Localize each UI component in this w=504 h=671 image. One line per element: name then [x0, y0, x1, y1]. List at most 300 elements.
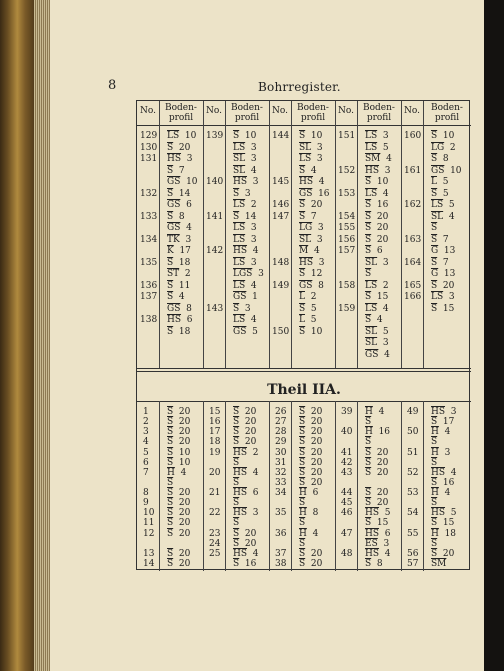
- row-number: 30: [275, 447, 287, 458]
- row-number: 130: [140, 142, 158, 153]
- row-number: 57: [407, 558, 419, 569]
- row-number: 38: [275, 558, 287, 569]
- profile-entry: $\overline{HS}$ 3: [233, 177, 259, 187]
- profile-entry: $\overline{SM}$ 4: [365, 154, 392, 164]
- row-number: 140: [206, 177, 224, 187]
- no-divider: [159, 401, 160, 571]
- profile-entry: $\overline{SL}$ 4: [431, 211, 455, 222]
- column-divider: [203, 101, 204, 368]
- row-number: 26: [275, 407, 287, 417]
- row-number: 53: [407, 488, 419, 498]
- profile-entry: $\overline{HS}$ 4: [431, 467, 457, 478]
- header-profile: Boden- profil: [165, 103, 197, 123]
- row-number: 136: [140, 280, 158, 291]
- profile-entry: $\overline{H}$ 18: [431, 528, 457, 539]
- profile-entry: $\overline{S}$ 8: [365, 558, 383, 569]
- row-number: 135: [140, 257, 158, 268]
- row-number: 162: [404, 200, 422, 210]
- page-edges: [34, 0, 50, 671]
- row-number: 8: [143, 488, 149, 498]
- row-number: 165: [404, 280, 422, 291]
- profile-entry: $\overline{S}$ 20: [299, 447, 323, 458]
- profile-entry: $\overline{GS}$ 6: [167, 200, 192, 210]
- row-number: 45: [341, 498, 353, 509]
- row-number: 19: [209, 447, 221, 458]
- profile-entry: $\overline{S}$ 20: [365, 498, 389, 509]
- profile-entry: $\overline{S}$ 20: [167, 427, 191, 438]
- profile-entry: $\overline{K}$ 17: [167, 246, 191, 256]
- column-divider: [335, 401, 336, 571]
- header-no: No.: [404, 106, 420, 116]
- profile-entry: $\overline{LS}$ 2: [233, 200, 257, 210]
- row-number: 42: [341, 457, 353, 468]
- row-number: 37: [275, 548, 287, 559]
- row-number: 18: [209, 437, 221, 448]
- profile-entry: $\overline{S}$ 20: [299, 417, 323, 428]
- profile-entry: $\overline{S}$ 20: [167, 142, 191, 153]
- profile-entry: $\overline{S}$ 20: [299, 407, 323, 417]
- row-number: 14: [143, 558, 155, 569]
- book-spine: [0, 0, 36, 671]
- row-number: 17: [209, 427, 221, 438]
- profile-entry: $\overline{LS}$ 3: [233, 257, 257, 268]
- profile-entry: $\overline{S}$: [299, 518, 306, 529]
- profile-entry: $\overline{S}$ 20: [365, 457, 389, 468]
- profile-entry: $\overline{LS}$ 4: [365, 188, 389, 199]
- profile-entry: $\overline{SL}$ 3: [233, 154, 257, 164]
- row-number: 138: [140, 315, 158, 325]
- profile-entry: $\overline{S}$: [431, 538, 438, 549]
- profile-entry: $\overline{L}$ 5: [299, 315, 317, 325]
- profile-entry: $\overline{S}$ 20: [233, 538, 257, 549]
- profile-entry: $\overline{S}$ 15: [431, 518, 455, 529]
- profile-entry: $\overline{HS}$ 5: [365, 508, 391, 519]
- header-no: No.: [272, 106, 288, 116]
- column-divider: [401, 401, 402, 571]
- profile-entry: $\overline{S}$ 20: [299, 437, 323, 448]
- row-number: 11: [143, 518, 155, 529]
- profile-entry: $\overline{S}$ 18: [167, 257, 191, 268]
- header-no: No.: [206, 106, 222, 116]
- profile-entry: $\overline{S}$ 20: [233, 417, 257, 428]
- profile-entry: $\overline{S}$ 20: [365, 488, 389, 498]
- row-number: 166: [404, 292, 422, 302]
- column-divider: [269, 401, 270, 571]
- profile-entry: $\overline{S}$ 15: [431, 303, 455, 314]
- profile-entry: $\overline{S}$ 7: [431, 234, 449, 245]
- row-number: 157: [338, 246, 356, 256]
- profile-entry: $\overline{S}$ 20: [299, 548, 323, 559]
- profile-entry: $\overline{HS}$ 3: [167, 154, 193, 164]
- profile-entry: $\overline{HS}$ 6: [365, 528, 391, 539]
- row-number: 132: [140, 188, 158, 199]
- profile-entry: $\overline{S}$ 20: [299, 477, 323, 488]
- profile-entry: $\overline{S}$ 20: [167, 548, 191, 559]
- profile-entry: $\overline{LG}$ 2: [431, 142, 456, 153]
- row-number: 149: [272, 280, 290, 291]
- profile-entry: $\overline{S}$ 10: [299, 326, 323, 337]
- profile-entry: $\overline{S}$: [299, 538, 306, 549]
- profile-entry: $\overline{S}$ 7: [167, 165, 185, 176]
- profile-entry: $\overline{HS}$ 4: [233, 467, 259, 478]
- profile-entry: $\overline{S}$: [431, 457, 438, 468]
- row-number: 147: [272, 211, 290, 222]
- profile-entry: $\overline{S}$ 11: [167, 280, 191, 291]
- profile-entry: $\overline{LS}$ 5: [365, 142, 389, 153]
- profile-entry: $\overline{S}$ 20: [365, 234, 389, 245]
- row-number: 36: [275, 528, 287, 539]
- no-divider: [357, 101, 358, 368]
- profile-entry: $\overline{S}$: [431, 498, 438, 509]
- profile-entry: $\overline{S}$ 20: [167, 558, 191, 569]
- profile-entry: $\overline{H}$ 4: [167, 467, 187, 478]
- profile-entry: $\overline{HS}$ 4: [233, 246, 259, 256]
- no-divider: [159, 101, 160, 368]
- profile-entry: $\overline{S}$: [299, 498, 306, 509]
- row-number: 35: [275, 508, 287, 519]
- profile-entry: $\overline{SL}$ 4: [233, 165, 257, 176]
- row-number: 43: [341, 467, 353, 478]
- row-number: 152: [338, 165, 356, 176]
- no-divider: [357, 401, 358, 571]
- profile-entry: $\overline{GS}$ 8: [299, 280, 324, 291]
- profile-entry: $\overline{S}$ 16: [365, 200, 389, 210]
- row-number: 56: [407, 548, 419, 559]
- row-number: 31: [275, 457, 287, 468]
- row-number: 46: [341, 508, 353, 519]
- header-no: No.: [338, 106, 354, 116]
- profile-entry: $\overline{S}$ 20: [167, 407, 191, 417]
- row-number: 48: [341, 548, 353, 559]
- profile-entry: $\overline{LS}$ 10: [167, 131, 197, 141]
- profile-entry: $\overline{S}$ 10: [233, 131, 257, 141]
- row-number: 144: [272, 131, 290, 141]
- section-title: Theil IIA.: [267, 382, 341, 398]
- profile-entry: $\overline{S}$ 20: [233, 407, 257, 417]
- profile-entry: $\overline{G}$ 13: [431, 269, 456, 279]
- profile-entry: $\overline{S}$: [167, 477, 174, 488]
- profile-entry: $\overline{GS}$ 16: [299, 188, 330, 199]
- row-number: 154: [338, 211, 356, 222]
- row-number: 16: [209, 417, 221, 428]
- profile-entry: $\overline{S}$ 3: [233, 303, 251, 314]
- row-number: 33: [275, 477, 287, 488]
- header-profile: Boden- profil: [297, 103, 329, 123]
- profile-entry: $\overline{LS}$ 3: [233, 223, 257, 233]
- profile-entry: $\overline{GS}$ 4: [365, 349, 390, 360]
- row-number: 6: [143, 457, 149, 468]
- profile-entry: $\overline{S}$: [365, 269, 372, 279]
- profile-entry: $\overline{LS}$ 2: [365, 280, 389, 291]
- profile-entry: $\overline{GS}$ 4: [167, 223, 192, 233]
- column-divider: [203, 401, 204, 571]
- row-number: 143: [206, 303, 224, 314]
- profile-entry: $\overline{HS}$ 3: [299, 257, 325, 268]
- profile-entry: $\overline{S}$ 10: [299, 131, 323, 141]
- row-number: 137: [140, 292, 158, 302]
- profile-entry: $\overline{HS}$ 4: [299, 177, 325, 187]
- profile-entry: $\overline{S}$: [233, 457, 240, 468]
- profile-entry: $\overline{S}$ 16: [431, 477, 455, 488]
- profile-entry: $\overline{S}$ 17: [431, 417, 455, 428]
- header-no: No.: [140, 106, 156, 116]
- row-number: 133: [140, 211, 158, 222]
- row-number: 23: [209, 528, 221, 539]
- profile-entry: $\overline{H}$ 4: [299, 528, 319, 539]
- profile-entry: $\overline{S}$ 20: [299, 467, 323, 478]
- profile-entry: $\overline{S}$ 4: [299, 165, 317, 176]
- profile-entry: $\overline{S}$: [365, 417, 372, 428]
- row-number: 39: [341, 407, 353, 417]
- row-number: 150: [272, 326, 290, 337]
- row-number: 146: [272, 200, 290, 210]
- row-number: 25: [209, 548, 221, 559]
- profile-entry: $\overline{S}$ 20: [431, 548, 455, 559]
- profile-entry: $\overline{S}$: [431, 437, 438, 448]
- profile-entry: $\overline{HS}$ 5: [431, 508, 457, 519]
- row-number: 139: [206, 131, 224, 141]
- profile-entry: $\overline{H}$ 4: [431, 427, 451, 438]
- row-number: 131: [140, 154, 158, 164]
- profile-entry: $\overline{S}$ 4: [365, 315, 383, 325]
- profile-entry: $\overline{S}$ 15: [365, 292, 389, 302]
- row-number: 164: [404, 257, 422, 268]
- row-number: 5: [143, 447, 149, 458]
- row-number: 47: [341, 528, 353, 539]
- row-number: 3: [143, 427, 149, 438]
- profile-entry: $\overline{L}$ 2: [299, 292, 317, 302]
- row-number: 24: [209, 538, 221, 549]
- header-profile: Boden- profil: [431, 103, 463, 123]
- profile-entry: $\overline{H}$ 16: [365, 427, 391, 438]
- row-number: 156: [338, 234, 356, 245]
- row-number: 158: [338, 280, 356, 291]
- row-number: 161: [404, 165, 422, 176]
- profile-entry: $\overline{GS}$ 8: [167, 303, 192, 314]
- profile-entry: $\overline{HS}$ 6: [167, 315, 193, 325]
- profile-entry: $\overline{H}$ 6: [299, 488, 319, 498]
- profile-entry: $\overline{S}$ 20: [365, 223, 389, 233]
- profile-entry: $\overline{S}$ 20: [299, 558, 323, 569]
- row-number: 44: [341, 488, 353, 498]
- profile-entry: $\overline{S}$ 5: [431, 188, 449, 199]
- running-head: Bohrregister.: [258, 80, 341, 94]
- profile-entry: $\overline{ES}$ 3: [365, 538, 390, 549]
- row-number: 32: [275, 467, 287, 478]
- row-number: 153: [338, 188, 356, 199]
- column-divider: [269, 101, 270, 368]
- profile-entry: $\overline{S}$ 20: [299, 427, 323, 438]
- profile-entry: $\overline{S}$ 20: [167, 528, 191, 539]
- profile-entry: $\overline{HS}$ 6: [233, 488, 259, 498]
- no-divider: [291, 401, 292, 571]
- row-number: 29: [275, 437, 287, 448]
- profile-entry: $\overline{LG}$ 3: [299, 223, 324, 233]
- profile-entry: $\overline{HS}$ 3: [431, 407, 457, 417]
- profile-entry: $\overline{HS}$ 3: [233, 508, 259, 519]
- row-number: 51: [407, 447, 419, 458]
- profile-entry: $\overline{L}$ 5: [431, 177, 449, 187]
- row-number: 40: [341, 427, 353, 438]
- profile-entry: $\overline{S}$ 20: [365, 211, 389, 222]
- profile-entry: $\overline{S}$ 5: [299, 303, 317, 314]
- profile-entry: $\overline{SL}$ 3: [365, 338, 389, 348]
- no-divider: [291, 101, 292, 368]
- profile-entry: $\overline{LS}$ 4: [233, 280, 257, 291]
- profile-entry: $\overline{S}$ 20: [365, 447, 389, 458]
- profile-entry: $\overline{S}$ 6: [365, 246, 383, 256]
- row-number: 129: [140, 131, 158, 141]
- row-number: 20: [209, 467, 221, 478]
- profile-entry: $\overline{S}$ 20: [299, 457, 323, 468]
- row-number: 160: [404, 131, 422, 141]
- row-number: 12: [143, 528, 155, 539]
- profile-entry: $\overline{S}$ 16: [233, 558, 257, 569]
- profile-entry: $\overline{S}$ 15: [365, 518, 389, 529]
- profile-entry: $\overline{LS}$ 4: [233, 315, 257, 325]
- profile-entry: $\overline{S}$ 20: [233, 528, 257, 539]
- row-number: 145: [272, 177, 290, 187]
- profile-entry: $\overline{S}$ 3: [233, 188, 251, 199]
- profile-entry: $\overline{S}$ 20: [233, 427, 257, 438]
- profile-entry: $\overline{HS}$ 2: [233, 447, 259, 458]
- profile-entry: $\overline{S}$ 10: [431, 131, 455, 141]
- profile-entry: $\overline{HS}$ 4: [233, 548, 259, 559]
- header-rule: [137, 125, 471, 126]
- section-rule-top: [137, 368, 471, 369]
- profile-entry: $\overline{S}$ 14: [167, 188, 191, 199]
- profile-entry: $\overline{LS}$ 4: [365, 303, 389, 314]
- row-number: 1: [143, 407, 149, 417]
- profile-entry: $\overline{S}$ 14: [233, 211, 257, 222]
- profile-entry: $\overline{M}$ 4: [299, 246, 320, 256]
- no-divider: [225, 101, 226, 368]
- bore-register-table: [136, 100, 470, 570]
- row-number: 21: [209, 488, 221, 498]
- profile-entry: $\overline{LS}$ 3: [233, 234, 257, 245]
- profile-entry: $\overline{S}$: [233, 477, 240, 488]
- row-number: 22: [209, 508, 221, 519]
- profile-entry: $\overline{G}$ 13: [431, 246, 456, 256]
- row-number: 27: [275, 417, 287, 428]
- profile-entry: $\overline{S}$ 20: [167, 518, 191, 529]
- no-divider: [423, 401, 424, 571]
- row-number: 49: [407, 407, 419, 417]
- profile-entry: $\overline{S}$: [431, 223, 438, 233]
- row-number: 163: [404, 234, 422, 245]
- no-divider: [225, 401, 226, 571]
- profile-entry: $\overline{GS}$ 5: [233, 326, 258, 337]
- profile-entry: $\overline{S}$ 20: [431, 280, 455, 291]
- profile-entry: $\overline{S}$ 20: [167, 417, 191, 428]
- profile-entry: $\overline{S}$ 20: [365, 467, 389, 478]
- row-number: 50: [407, 427, 419, 438]
- row-number: 13: [143, 548, 155, 559]
- profile-entry: $\overline{S}$ 20: [167, 437, 191, 448]
- row-number: 134: [140, 234, 158, 245]
- profile-entry: $\overline{SL}$ 3: [299, 234, 323, 245]
- row-number: 151: [338, 131, 356, 141]
- profile-entry: $\overline{S}$ 10: [365, 177, 389, 187]
- profile-entry: $\overline{S}$: [233, 518, 240, 529]
- profile-entry: $\overline{GS}$ 10: [431, 165, 462, 176]
- profile-entry: $\overline{SM}$: [431, 558, 447, 569]
- profile-entry: $\overline{H}$ 3: [431, 447, 451, 458]
- section-title-rule: [137, 401, 471, 402]
- profile-entry: $\overline{S}$: [365, 437, 372, 448]
- no-divider: [423, 101, 424, 368]
- page-number: 8: [108, 78, 117, 93]
- profile-entry: $\overline{SL}$ 3: [299, 142, 323, 153]
- column-divider: [335, 101, 336, 368]
- profile-entry: $\overline{LS}$ 3: [233, 142, 257, 153]
- profile-entry: $\overline{S}$ 20: [167, 508, 191, 519]
- row-number: 54: [407, 508, 419, 519]
- row-number: 28: [275, 427, 287, 438]
- profile-entry: $\overline{S}$ 8: [167, 211, 185, 222]
- row-number: 4: [143, 437, 149, 448]
- profile-entry: $\overline{ST}$ 2: [167, 269, 191, 279]
- profile-entry: $\overline{LS}$ 3: [365, 131, 389, 141]
- profile-entry: $\overline{HS}$ 4: [365, 548, 391, 559]
- profile-entry: $\overline{HS}$ 3: [365, 165, 391, 176]
- profile-entry: $\overline{GS}$ 1: [233, 292, 258, 302]
- row-number: 148: [272, 257, 290, 268]
- profile-entry: $\overline{S}$ 20: [167, 488, 191, 498]
- profile-entry: $\overline{S}$ 10: [167, 447, 191, 458]
- row-number: 10: [143, 508, 155, 519]
- profile-entry: $\overline{S}$ 7: [431, 257, 449, 268]
- row-number: 15: [209, 407, 221, 417]
- profile-entry: $\overline{SL}$ 5: [365, 326, 389, 337]
- profile-entry: $\overline{S}$ 20: [299, 200, 323, 210]
- column-divider: [401, 101, 402, 368]
- profile-entry: $\overline{H}$ 4: [365, 407, 385, 417]
- profile-entry: $\overline{H}$ 4: [431, 488, 451, 498]
- profile-entry: $\overline{LS}$ 3: [299, 154, 323, 164]
- row-number: 52: [407, 467, 419, 478]
- row-number: 55: [407, 528, 419, 539]
- profile-entry: $\overline{S}$ 7: [299, 211, 317, 222]
- row-number: 155: [338, 223, 356, 233]
- profile-entry: $\overline{LGS}$ 3: [233, 269, 264, 279]
- profile-entry: $\overline{S}$ 4: [167, 292, 185, 302]
- row-number: 41: [341, 447, 353, 458]
- profile-entry: $\overline{H}$ 8: [299, 508, 319, 519]
- header-profile: Boden- profil: [363, 103, 395, 123]
- profile-entry: $\overline{TK}$ 3: [167, 234, 192, 245]
- row-number: 9: [143, 498, 149, 509]
- row-number: 159: [338, 303, 356, 314]
- row-number: 141: [206, 211, 224, 222]
- section-rule-bottom: [137, 371, 471, 372]
- row-number: 7: [143, 467, 149, 478]
- profile-entry: $\overline{S}$ 8: [431, 154, 449, 164]
- profile-entry: $\overline{S}$ 10: [167, 457, 191, 468]
- profile-entry: $\overline{S}$: [233, 498, 240, 509]
- row-number: 2: [143, 417, 149, 428]
- profile-entry: $\overline{LS}$ 3: [431, 292, 455, 302]
- scan-border: [484, 0, 504, 671]
- profile-entry: $\overline{SL}$ 3: [365, 257, 389, 268]
- profile-entry: $\overline{S}$ 12: [299, 269, 323, 279]
- profile-entry: $\overline{S}$ 18: [167, 326, 191, 337]
- profile-entry: $\overline{LS}$ 5: [431, 200, 455, 210]
- profile-entry: $\overline{GS}$ 10: [167, 177, 198, 187]
- row-number: 142: [206, 246, 224, 256]
- row-number: 34: [275, 488, 287, 498]
- profile-entry: $\overline{S}$ 20: [233, 437, 257, 448]
